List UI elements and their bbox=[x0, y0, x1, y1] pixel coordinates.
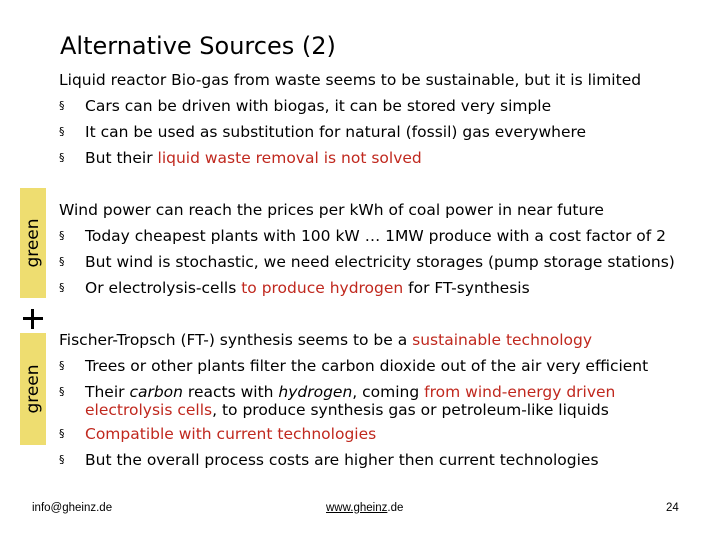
footer-email: info@gheinz.de bbox=[32, 502, 113, 514]
list-item: § It can be used as substitution for natural (fossil) gas everywhere bbox=[59, 119, 641, 145]
bullet-icon: § bbox=[59, 229, 65, 242]
highlight-text: Compatible with current technologies bbox=[85, 425, 377, 443]
list-item: § Today cheapest plants with 100 kW … 1MW produce with a cost factor of 2 bbox=[59, 223, 675, 249]
bullet-icon: § bbox=[59, 385, 65, 398]
side-label-top: green bbox=[23, 218, 43, 268]
list-item bbox=[59, 421, 648, 447]
highlight-text: electrolysis cells bbox=[85, 401, 213, 419]
ft-heading: Fischer-Tropsch (FT-) synthesis seems to be a sustainable technology bbox=[59, 331, 593, 349]
bullet-icon: § bbox=[59, 99, 65, 112]
list-item: § But their liquid waste removal is not solved bbox=[59, 145, 641, 171]
bullet-icon: § bbox=[59, 255, 65, 268]
highlight-text: to produce hydrogen bbox=[241, 279, 404, 297]
list-item: § But the overall process costs are higher then current technologies bbox=[59, 447, 648, 473]
side-label-bottom: green bbox=[23, 364, 43, 414]
list-item: § But wind is stochastic, we need electricity storages (pump storage stations) bbox=[59, 249, 675, 275]
biogas-block bbox=[59, 67, 641, 171]
highlight-text: liquid waste removal is not solved bbox=[157, 149, 422, 167]
page-number: 24 bbox=[666, 502, 679, 514]
list-item-continuation: electrolysis cells, to produce synthesis gas or petroleum-like liquids bbox=[85, 401, 609, 419]
wind-block bbox=[59, 197, 675, 301]
ft-block bbox=[59, 327, 648, 473]
highlight-text: from wind-energy driven bbox=[424, 383, 616, 401]
bullet-icon: § bbox=[59, 125, 65, 138]
plus-icon bbox=[20, 306, 46, 332]
wind-heading: Wind power can reach the prices per kWh of coal power in near future bbox=[59, 201, 604, 219]
list-item: § Cars can be driven with biogas, it can be stored very simple bbox=[59, 93, 641, 119]
list-item: § Trees or other plants filter the carbon dioxide out of the air very efficient bbox=[59, 353, 648, 379]
highlight-text: sustainable technology bbox=[412, 331, 593, 349]
bullet-icon: § bbox=[59, 427, 65, 440]
bullet-icon: § bbox=[59, 151, 65, 164]
footer-website: www.gheinz.de bbox=[326, 502, 404, 514]
website-link[interactable]: www.gheinz bbox=[326, 502, 388, 514]
slide-title: Alternative Sources (2) bbox=[60, 32, 336, 60]
bullet-icon: § bbox=[59, 453, 65, 466]
biogas-heading: Liquid reactor Bio-gas from waste seems to be sustainable, but it is limited bbox=[59, 71, 642, 89]
bullet-icon: § bbox=[59, 281, 65, 294]
list-item: § Their carbon reacts with hydrogen, coming from wind-energy driven bbox=[59, 379, 648, 405]
bullet-icon: § bbox=[59, 359, 65, 372]
list-item: § Or electrolysis-cells to produce hydrogen for FT-synthesis bbox=[59, 275, 675, 301]
